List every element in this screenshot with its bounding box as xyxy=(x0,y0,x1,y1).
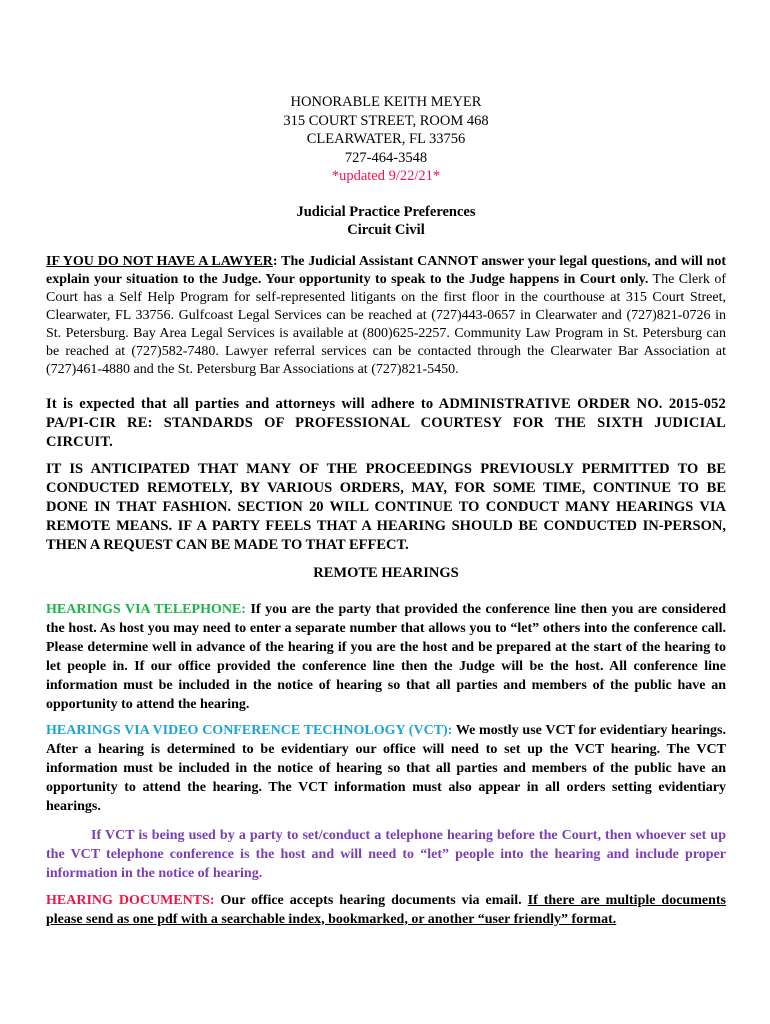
remote-proceedings-notice: IT IS ANTICIPATED THAT MANY OF THE PROCEEDINGS PREVIOUSLY PERMITTED TO BE CONDUCTED REMOTELY, BY VARIOUS ORDERS, MAY, FOR SOME TIME, CONTINUE TO BE DONE IN THAT FASHION. SECTION 20 WILL CONTINUE TO CONDUCT MANY HEARINGS VIA REMOTE MEANS. IF A PARTY FEELS THAT A HEARING SHOULD BE CONDUCTED IN-PERSON, THEN A REQUEST CAN BE MADE TO THAT EFFECT. xyxy=(46,460,726,553)
no-lawyer-bold-text: : The Judicial Assistant CANNOT answer your legal questions, and will not explain your situation to the Judge. Your opportunity to speak to the Judge happens in Court only. xyxy=(46,253,726,287)
admin-order-paragraph: It is expected that all parties and attorneys will adhere to ADMINISTRATIVE ORDER NO. 2015-052 PA/PI-CIR RE: STANDARDS OF PROFESSIONAL COURTESY FOR THE SIXTH JUDICIAL CIRCUIT. xyxy=(46,395,726,450)
no-lawyer-resources: The Clerk of Court has a Self Help Program for self-represented litigants on the first floor in the courthouse at 315 Court Street, Clearwater, FL 33756. Gulfcoast Legal Services can be reached at (727)443-0657 in Clearwater and (727)821-0726 in St. Petersburg. Bay Area Legal Services is available at (800)625-2257. Community Law Program in St. Petersburg can be reached at (727)582-7480. Lawyer referral services can be contacted through the Clearwater Bar Association at (727)461-4880 and the St. Petersburg Bar Associations at (727)821-5450. xyxy=(46,271,727,377)
remote-hearings-heading: REMOTE HEARINGS xyxy=(313,564,459,581)
judge-name: HONORABLE KEITH MEYER xyxy=(290,94,482,110)
vct-hearings-text: We mostly use VCT for evidentiary hearings. After a hearing is determined to be evidentiary our office will need to set up the VCT hearing. The VCT information must be included in the notice of hearing so that all parties and members of the public have an opportunity to attend the hearing. The VCT information must also appear in all orders setting evidentiary hearings. xyxy=(46,722,727,814)
updated-date: *updated 9/22/21* xyxy=(331,168,441,184)
telephone-hearings-text: If you are the party that provided the conference line then you are considered the host. As host you may need to enter a separate number that allows you to “let” others into the conference call. Please determine well in advance of the hearing if you are the host and be prepared at the start of the hearing to let people in. If our office provided the conference line then the Judge will be the host. All conference line information must be included in the notice of hearing so that all parties and members of the public have an opportunity to attend the hearing. xyxy=(46,601,726,712)
no-lawyer-section xyxy=(46,253,726,379)
vct-hearings-label: HEARINGS VIA VIDEO CONFERENCE TECHNOLOGY (VCT): xyxy=(46,722,453,738)
document-page xyxy=(46,93,726,929)
judge-header xyxy=(46,93,726,186)
hearing-documents-label: HEARING DOCUMENTS: xyxy=(46,892,215,908)
judge-phone: 727-464-3548 xyxy=(344,149,428,166)
hearing-documents-text: Our office accepts hearing documents via email. xyxy=(214,892,528,908)
document-title xyxy=(46,203,726,239)
vct-telephone-note: If VCT is being used by a party to set/conduct a telephone hearing before the Court, then whoever set up the VCT telephone conference is the host and will need to “let” people into the hearing and include proper information in the notice of hearing. xyxy=(46,827,726,881)
telephone-hearings-section xyxy=(46,600,726,714)
no-lawyer-heading: IF YOU DO NOT HAVE A LAWYER xyxy=(46,253,273,269)
telephone-hearings-label: HEARINGS VIA TELEPHONE: xyxy=(46,601,246,617)
vct-hearings-section xyxy=(46,721,726,816)
hearing-documents-section xyxy=(46,891,726,929)
judge-city: CLEARWATER, FL 33756 xyxy=(306,131,466,147)
judge-street: 315 COURT STREET, ROOM 468 xyxy=(283,112,489,129)
hearing-documents-format-note: If there are multiple documents please send as one pdf with a searchable index, bookmarked, or another “user friendly” format. xyxy=(46,892,726,927)
title-line-2: Circuit Civil xyxy=(347,221,425,238)
title-line-1: Judicial Practice Preferences xyxy=(296,203,476,220)
